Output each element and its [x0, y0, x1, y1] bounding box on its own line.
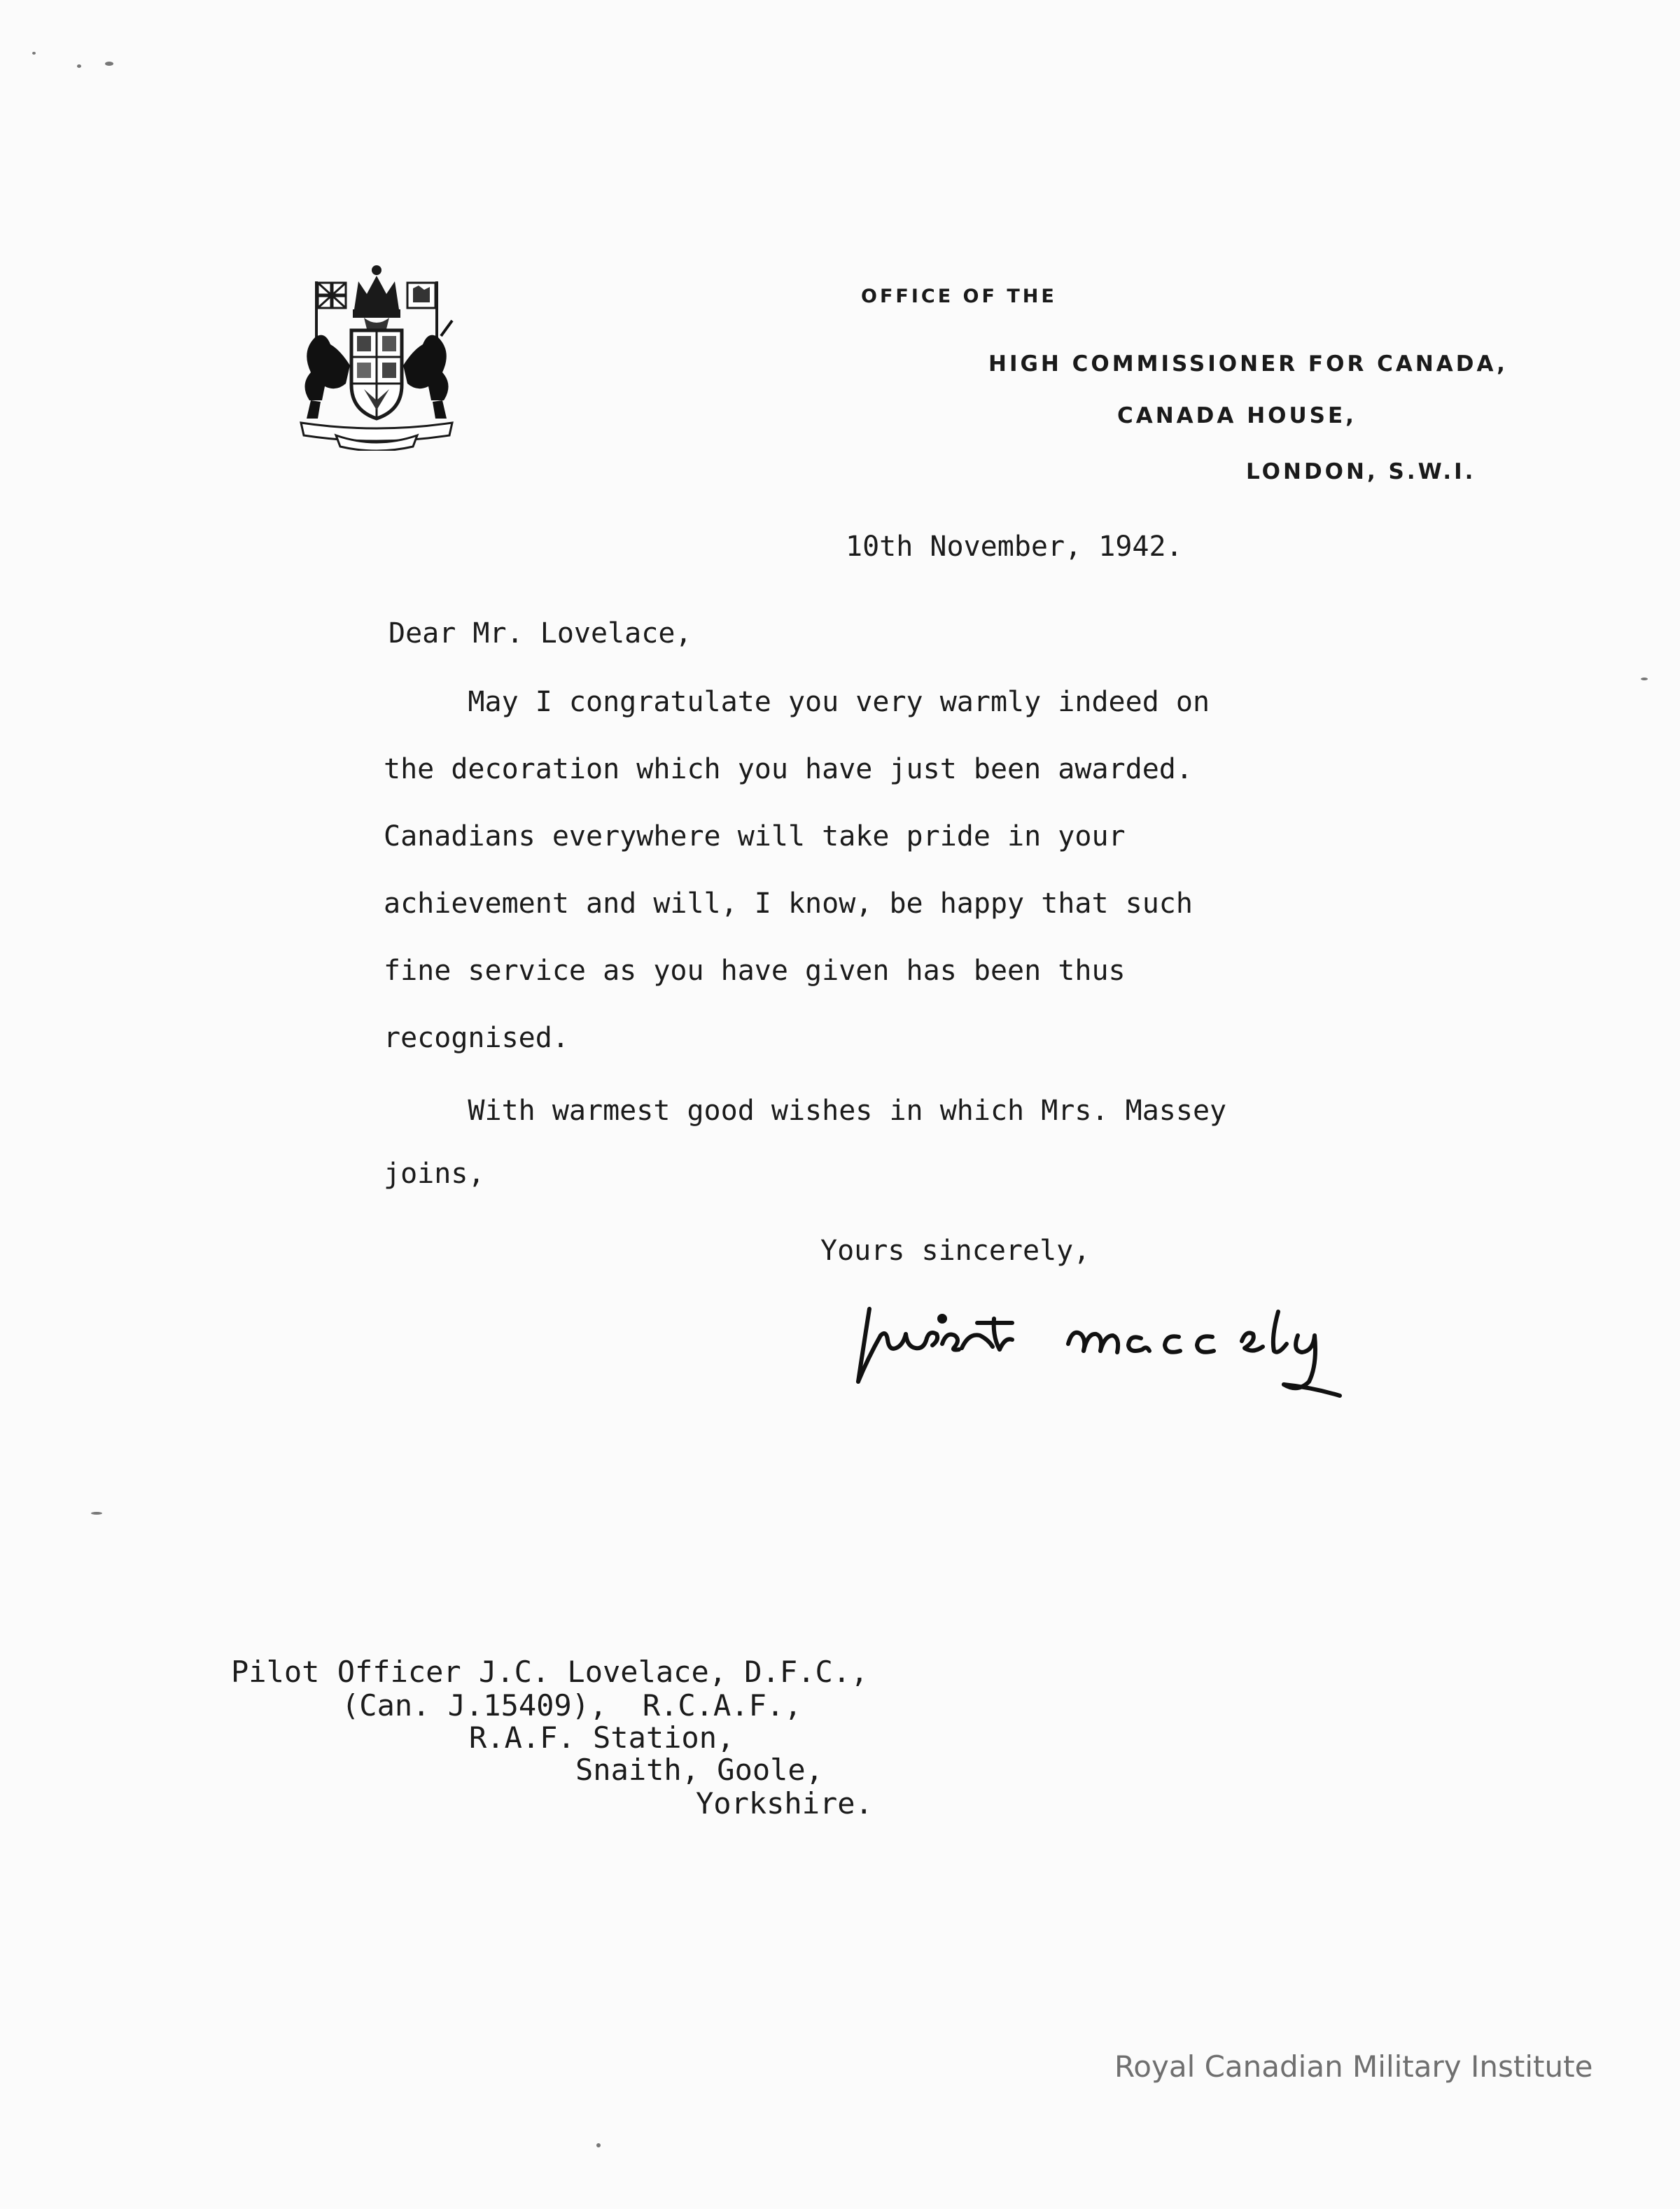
scan-speck	[105, 62, 113, 66]
letter-salutation: Dear Mr. Lovelace,	[388, 617, 692, 650]
letterhead-city-line: LONDON, S.W.I.	[1246, 459, 1476, 484]
letter-date: 10th November, 1942.	[846, 531, 1183, 563]
letter-body-line: joins,	[384, 1158, 485, 1190]
address-line: Snaith, Goole,	[575, 1753, 824, 1787]
institution-watermark: Royal Canadian Military Institute	[1114, 2049, 1593, 2084]
canada-coat-of-arms-icon	[294, 260, 459, 451]
letter-body-line: With warmest good wishes in which Mrs. Massey	[384, 1095, 1227, 1127]
letter-body-line: May I congratulate you very warmly indeed on	[384, 686, 1210, 718]
letterhead-title-line: HIGH COMMISSIONER FOR CANADA,	[988, 351, 1508, 377]
address-line: Pilot Officer J.C. Lovelace, D.F.C.,	[231, 1655, 869, 1689]
letter-body-line: Canadians everywhere will take pride in your	[384, 820, 1126, 853]
address-line: (Can. J.15409), R.C.A.F.,	[342, 1688, 802, 1723]
letterhead-house-line: CANADA HOUSE,	[1117, 403, 1357, 428]
scan-speck	[32, 52, 36, 55]
letter-body-line: fine service as you have given has been thus	[384, 955, 1126, 987]
address-line: R.A.F. Station,	[469, 1720, 735, 1755]
handwritten-signature	[850, 1295, 1375, 1400]
address-line: Yorkshire.	[696, 1786, 873, 1821]
letter-body-line: achievement and will, I know, be happy that such	[384, 888, 1193, 920]
scan-speck	[1641, 678, 1648, 680]
scan-speck	[77, 64, 81, 68]
letter-closing: Yours sincerely,	[820, 1235, 1091, 1267]
scan-speck	[91, 1512, 102, 1515]
letterhead-office-line: OFFICE OF THE	[861, 286, 1057, 307]
letter-body-line: recognised.	[384, 1022, 569, 1054]
scan-speck	[596, 2143, 601, 2147]
letter-body-line: the decoration which you have just been awarded.	[384, 753, 1193, 785]
